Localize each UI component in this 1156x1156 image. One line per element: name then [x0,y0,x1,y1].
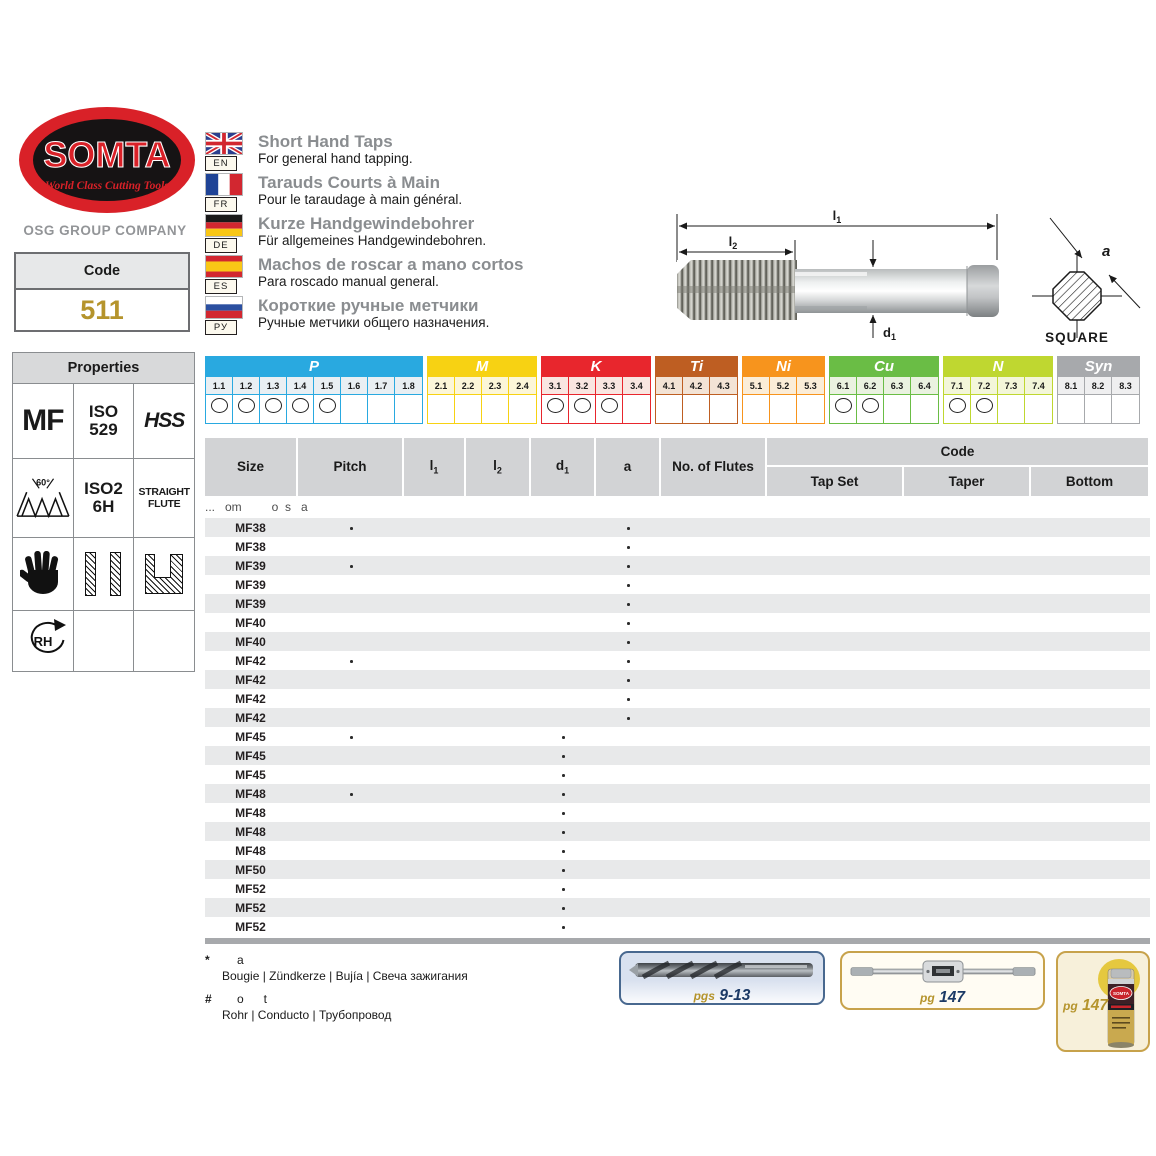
property-cell-1 [74,384,134,458]
property-text: ISO2 6H [84,479,123,516]
suitability-circle-icon [319,398,336,413]
table-row [205,670,1150,689]
property-cell-2 [134,384,194,458]
svg-text:60°: 60° [35,476,50,487]
material-class-cell: 4.2 [683,376,710,394]
rh-icon [17,615,69,668]
table-end-bar [205,938,1150,944]
size-cell: MF45 [235,748,266,763]
decimal-point-mark [562,793,565,796]
related-drills-box [619,951,825,1005]
property-cell-6 [13,538,73,610]
language-row-de [205,214,645,255]
col-l1: $l_1$ [404,438,464,496]
decimal-point-mark [350,793,353,796]
decimal-point-mark [627,698,630,701]
product-title-de: Kurze Handgewindebohrer [258,214,475,233]
table-row [205,537,1150,556]
square-caption: SQUARE [1045,330,1109,345]
decimal-point-mark [627,660,630,663]
material-group-header: M [428,357,536,376]
size-cell: MF38 [235,520,266,535]
col-a: a [596,438,659,496]
table-row [205,879,1150,898]
size-cell: MF48 [235,786,266,801]
material-suitability-cell [341,394,368,423]
decimal-point-mark [627,565,630,568]
decimal-point-mark [562,926,565,929]
decimal-point-mark [562,850,565,853]
material-suitability-cell [830,394,857,423]
logo-tagline: World Class Cutting Tools [45,180,169,192]
decimal-point-mark [627,603,630,606]
properties-panel [12,352,195,672]
material-suitability-cell [482,394,509,423]
material-suitability-cell [287,394,314,423]
product-subtitle-de: Für allgemeines Handgewindebohren. [258,232,487,248]
material-class-cell: 5.1 [743,376,770,394]
material-suitability-cell [569,394,596,423]
code-box [14,252,190,332]
size-cell: MF39 [235,577,266,592]
blind-hole-icon [145,554,183,594]
material-suitability-cell [395,394,422,423]
material-group-K [541,356,651,424]
size-cell: MF40 [235,615,266,630]
property-cell-11 [134,611,194,671]
size-cell: MF42 [235,691,266,706]
suitability-circle-icon [265,398,282,413]
material-suitability-cell [596,394,623,423]
material-class-cell: 7.4 [1025,376,1052,394]
decimal-point-mark [350,736,353,739]
material-suitability-cell [743,394,770,423]
suitability-circle-icon [547,398,564,413]
material-suitability-cell [206,394,233,423]
related-tap-wrench-box [840,951,1045,1010]
decimal-point-mark [562,907,565,910]
col-code-group [767,438,1148,496]
material-group-header: Ni [743,357,824,376]
material-group-header: Syn [1058,357,1139,376]
product-subtitle-ru: Ручные метчики общего назначения. [258,314,490,330]
product-subtitle-en: For general hand tapping. [258,150,413,166]
property-text: ISO 529 [88,402,119,439]
wrench-page-ref: pg 147 [920,989,965,1006]
decimal-point-mark [350,527,353,530]
material-class-cell: 7.1 [944,376,971,394]
material-suitability-cell [1025,394,1052,423]
material-group-Ti [655,356,738,424]
decimal-point-mark [627,622,630,625]
table-row [205,518,1150,537]
decimal-point-mark [627,641,630,644]
table-row [205,765,1150,784]
suitability-circle-icon [976,398,993,413]
col-tap-set: Tap Set [767,467,902,496]
tap-dimension-drawing [645,196,1040,344]
logo-text: SOMTA [43,134,171,175]
decimal-point-mark [627,717,630,720]
decimal-point-mark [627,527,630,530]
suitability-circle-icon [238,398,255,413]
decimal-point-mark [562,869,565,872]
table-row [205,632,1150,651]
hand-icon [20,548,66,601]
size-cell: MF42 [235,672,266,687]
property-cell-10 [74,611,134,671]
material-group-Cu [829,356,939,424]
material-suitability-cell [1058,394,1085,423]
flag-en-icon [205,132,243,155]
decimal-point-mark [627,546,630,549]
material-class-cell: 2.1 [428,376,455,394]
property-text: HSS [144,409,185,432]
flag-code-label: EN [205,156,237,171]
table-header [205,438,1150,496]
product-title-fr: Tarauds Courts à Main [258,173,440,192]
company-name: OSG GROUP COMPANY [23,223,187,238]
property-cell-0 [13,384,73,458]
size-cell: MF45 [235,729,266,744]
property-cell-5 [134,459,194,537]
material-suitability-cell [260,394,287,423]
material-class-cell: 4.3 [710,376,737,394]
flag-code-label: РУ [205,320,237,335]
flag-code-label: DE [205,238,237,253]
decimal-point-mark [562,831,565,834]
language-descriptions [205,132,645,337]
decimal-point-mark [562,812,565,815]
material-suitability-cell [314,394,341,423]
related-cutting-fluid-box [1056,951,1150,1052]
material-suitability-cell [971,394,998,423]
flag-de-icon [205,214,243,237]
table-row [205,613,1150,632]
material-group-M [427,356,537,424]
table-row [205,898,1150,917]
material-group-header: N [944,357,1052,376]
material-class-cell: 1.3 [260,376,287,394]
material-class-cell: 8.1 [1058,376,1085,394]
suitability-circle-icon [292,398,309,413]
decimal-point-mark [627,584,630,587]
product-title-en: Short Hand Taps [258,132,393,151]
material-suitability-cell [998,394,1025,423]
size-cell: MF42 [235,653,266,668]
material-group-Syn [1057,356,1140,424]
material-class-cell: 7.3 [998,376,1025,394]
code-value: 511 [80,294,124,325]
decimal-point-mark [350,565,353,568]
material-class-cell: 6.4 [911,376,938,394]
property-cell-4 [74,459,134,537]
col-size: Size [205,438,296,496]
table-row [205,575,1150,594]
flag-code-label: FR [205,197,237,212]
material-group-header: Ti [656,357,737,376]
tap-square-end [967,265,999,317]
code-label: Code [16,254,188,290]
material-class-cell: 1.8 [395,376,422,394]
size-cell: MF48 [235,843,266,858]
language-row-es [205,255,645,296]
material-class-cell: 5.2 [770,376,797,394]
table-row [205,841,1150,860]
table-row [205,822,1150,841]
size-cell: MF39 [235,596,266,611]
language-row-fr [205,173,645,214]
material-class-cell: 1.1 [206,376,233,394]
material-class-cell: 7.2 [971,376,998,394]
product-title-ru: Короткие ручные метчики [258,296,479,315]
material-group-N [943,356,1053,424]
material-class-cell: 3.2 [569,376,596,394]
thread-profile-icon [14,473,72,524]
col-d1: $d_1$ [531,438,594,496]
material-class-cell: 3.4 [623,376,650,394]
material-class-cell: 3.3 [596,376,623,394]
material-group-Ni [742,356,825,424]
material-class-cell: 8.2 [1085,376,1112,394]
material-suitability-cell [428,394,455,423]
col-taper: Taper [904,467,1029,496]
col-code: Code [767,438,1148,465]
material-suitability-cell [944,394,971,423]
decimal-point-mark [562,888,565,891]
material-class-cell: 1.4 [287,376,314,394]
table-row [205,784,1150,803]
material-class-cell: 2.2 [455,376,482,394]
svg-text:d1: $d_1$ [883,325,896,342]
material-class-cell: 8.3 [1112,376,1139,394]
footnote-pipe: # o t Rohr | Conducto | Трубопровод [205,992,392,1022]
property-cell-3 [13,459,73,537]
square-section-shape [1053,272,1101,320]
suitability-circle-icon [601,398,618,413]
col-pitch: Pitch [298,438,402,496]
material-class-cell: 4.1 [656,376,683,394]
table-row [205,917,1150,936]
material-suitability-cell [1085,394,1112,423]
property-cell-9 [13,611,73,671]
table-row [205,594,1150,613]
material-suitability-cell [623,394,650,423]
material-suitability-cell [233,394,260,423]
size-cell: MF39 [235,558,266,573]
language-row-en [205,132,645,173]
material-group-header: Cu [830,357,938,376]
size-cell: MF52 [235,881,266,896]
material-suitability-cell [911,394,938,423]
material-suitability-cell [509,394,536,423]
language-row-ru [205,296,645,337]
square-section-diagram [1022,208,1148,346]
size-cell: MF52 [235,900,266,915]
product-title-es: Machos de roscar a mano cortos [258,255,524,274]
decimal-point-mark [350,660,353,663]
material-groups [205,356,1140,424]
product-subtitle-es: Para roscado manual general. [258,273,439,289]
property-cell-8 [134,538,194,610]
material-suitability-cell [770,394,797,423]
property-cell-7 [74,538,134,610]
size-cell: MF48 [235,805,266,820]
material-suitability-cell [857,394,884,423]
svg-text:RH: RH [33,633,53,649]
table-row [205,556,1150,575]
square-a-label: a [1102,243,1111,260]
drills-page-ref: pgs 9-13 [693,987,751,1004]
suitability-circle-icon [949,398,966,413]
suitability-circle-icon [862,398,879,413]
material-class-cell: 3.1 [542,376,569,394]
table-row [205,689,1150,708]
product-subtitle-fr: Pour le taraudage à main général. [258,191,463,207]
material-suitability-cell [884,394,911,423]
size-cell: MF38 [235,539,266,554]
flag-es-icon [205,255,243,278]
drill-bit-image [624,956,822,984]
svg-text:l1: $l_1$ [832,208,842,225]
size-cell: MF42 [235,710,266,725]
decimal-point-mark [562,755,565,758]
table-row [205,803,1150,822]
table-row [205,727,1150,746]
size-cell: MF50 [235,862,266,877]
table-note: ... om o s a [205,500,308,514]
svg-text:SOMTA: SOMTA [1113,991,1129,996]
suitability-circle-icon [211,398,228,413]
size-cell: MF48 [235,824,266,839]
material-class-cell: 2.4 [509,376,536,394]
suitability-circle-icon [574,398,591,413]
fluid-page-ref: pg 147 [1063,997,1108,1014]
material-suitability-cell [797,394,824,423]
material-class-cell: 1.7 [368,376,395,394]
size-cell: MF52 [235,919,266,934]
material-class-cell: 6.3 [884,376,911,394]
col-bottom: Bottom [1031,467,1148,496]
flag-code-label: ES [205,279,237,294]
decimal-point-mark [627,679,630,682]
decimal-point-mark [562,774,565,777]
material-class-cell: 1.5 [314,376,341,394]
material-suitability-cell [656,394,683,423]
material-class-cell: 6.1 [830,376,857,394]
material-suitability-cell [1112,394,1139,423]
footnote-spark-plug: * a Bougie | Zündkerze | Bujía | Свеча зажигания [205,953,468,983]
table-row [205,746,1150,765]
table-row [205,708,1150,727]
material-class-cell: 1.6 [341,376,368,394]
material-group-header: P [206,357,422,376]
properties-title: Properties [13,353,194,383]
material-class-cell: 2.3 [482,376,509,394]
tap-wrench-image [845,956,1041,986]
size-cell: MF45 [235,767,266,782]
table-row [205,651,1150,670]
material-group-P [205,356,423,424]
decimal-point-mark [562,736,565,739]
flag-ru-icon [205,296,243,319]
tap-size-table [205,438,1150,944]
col-l2: $l_2$ [466,438,529,496]
col-flutes: No. of Flutes [661,438,765,496]
material-suitability-cell [710,394,737,423]
table-row [205,860,1150,879]
property-text: STRAIGHT FLUTE [138,485,190,510]
material-suitability-cell [542,394,569,423]
material-class-cell: 6.2 [857,376,884,394]
material-suitability-cell [455,394,482,423]
somta-logo [16,104,198,220]
suitability-circle-icon [835,398,852,413]
material-class-cell: 1.2 [233,376,260,394]
material-group-header: K [542,357,650,376]
property-text: MF [22,404,64,437]
material-suitability-cell [683,394,710,423]
flag-fr-icon [205,173,243,196]
table-body [205,518,1150,936]
svg-text:l2: $l_2$ [728,234,738,251]
through-hole-icon [85,552,121,596]
material-class-cell: 5.3 [797,376,824,394]
material-suitability-cell [368,394,395,423]
size-cell: MF40 [235,634,266,649]
